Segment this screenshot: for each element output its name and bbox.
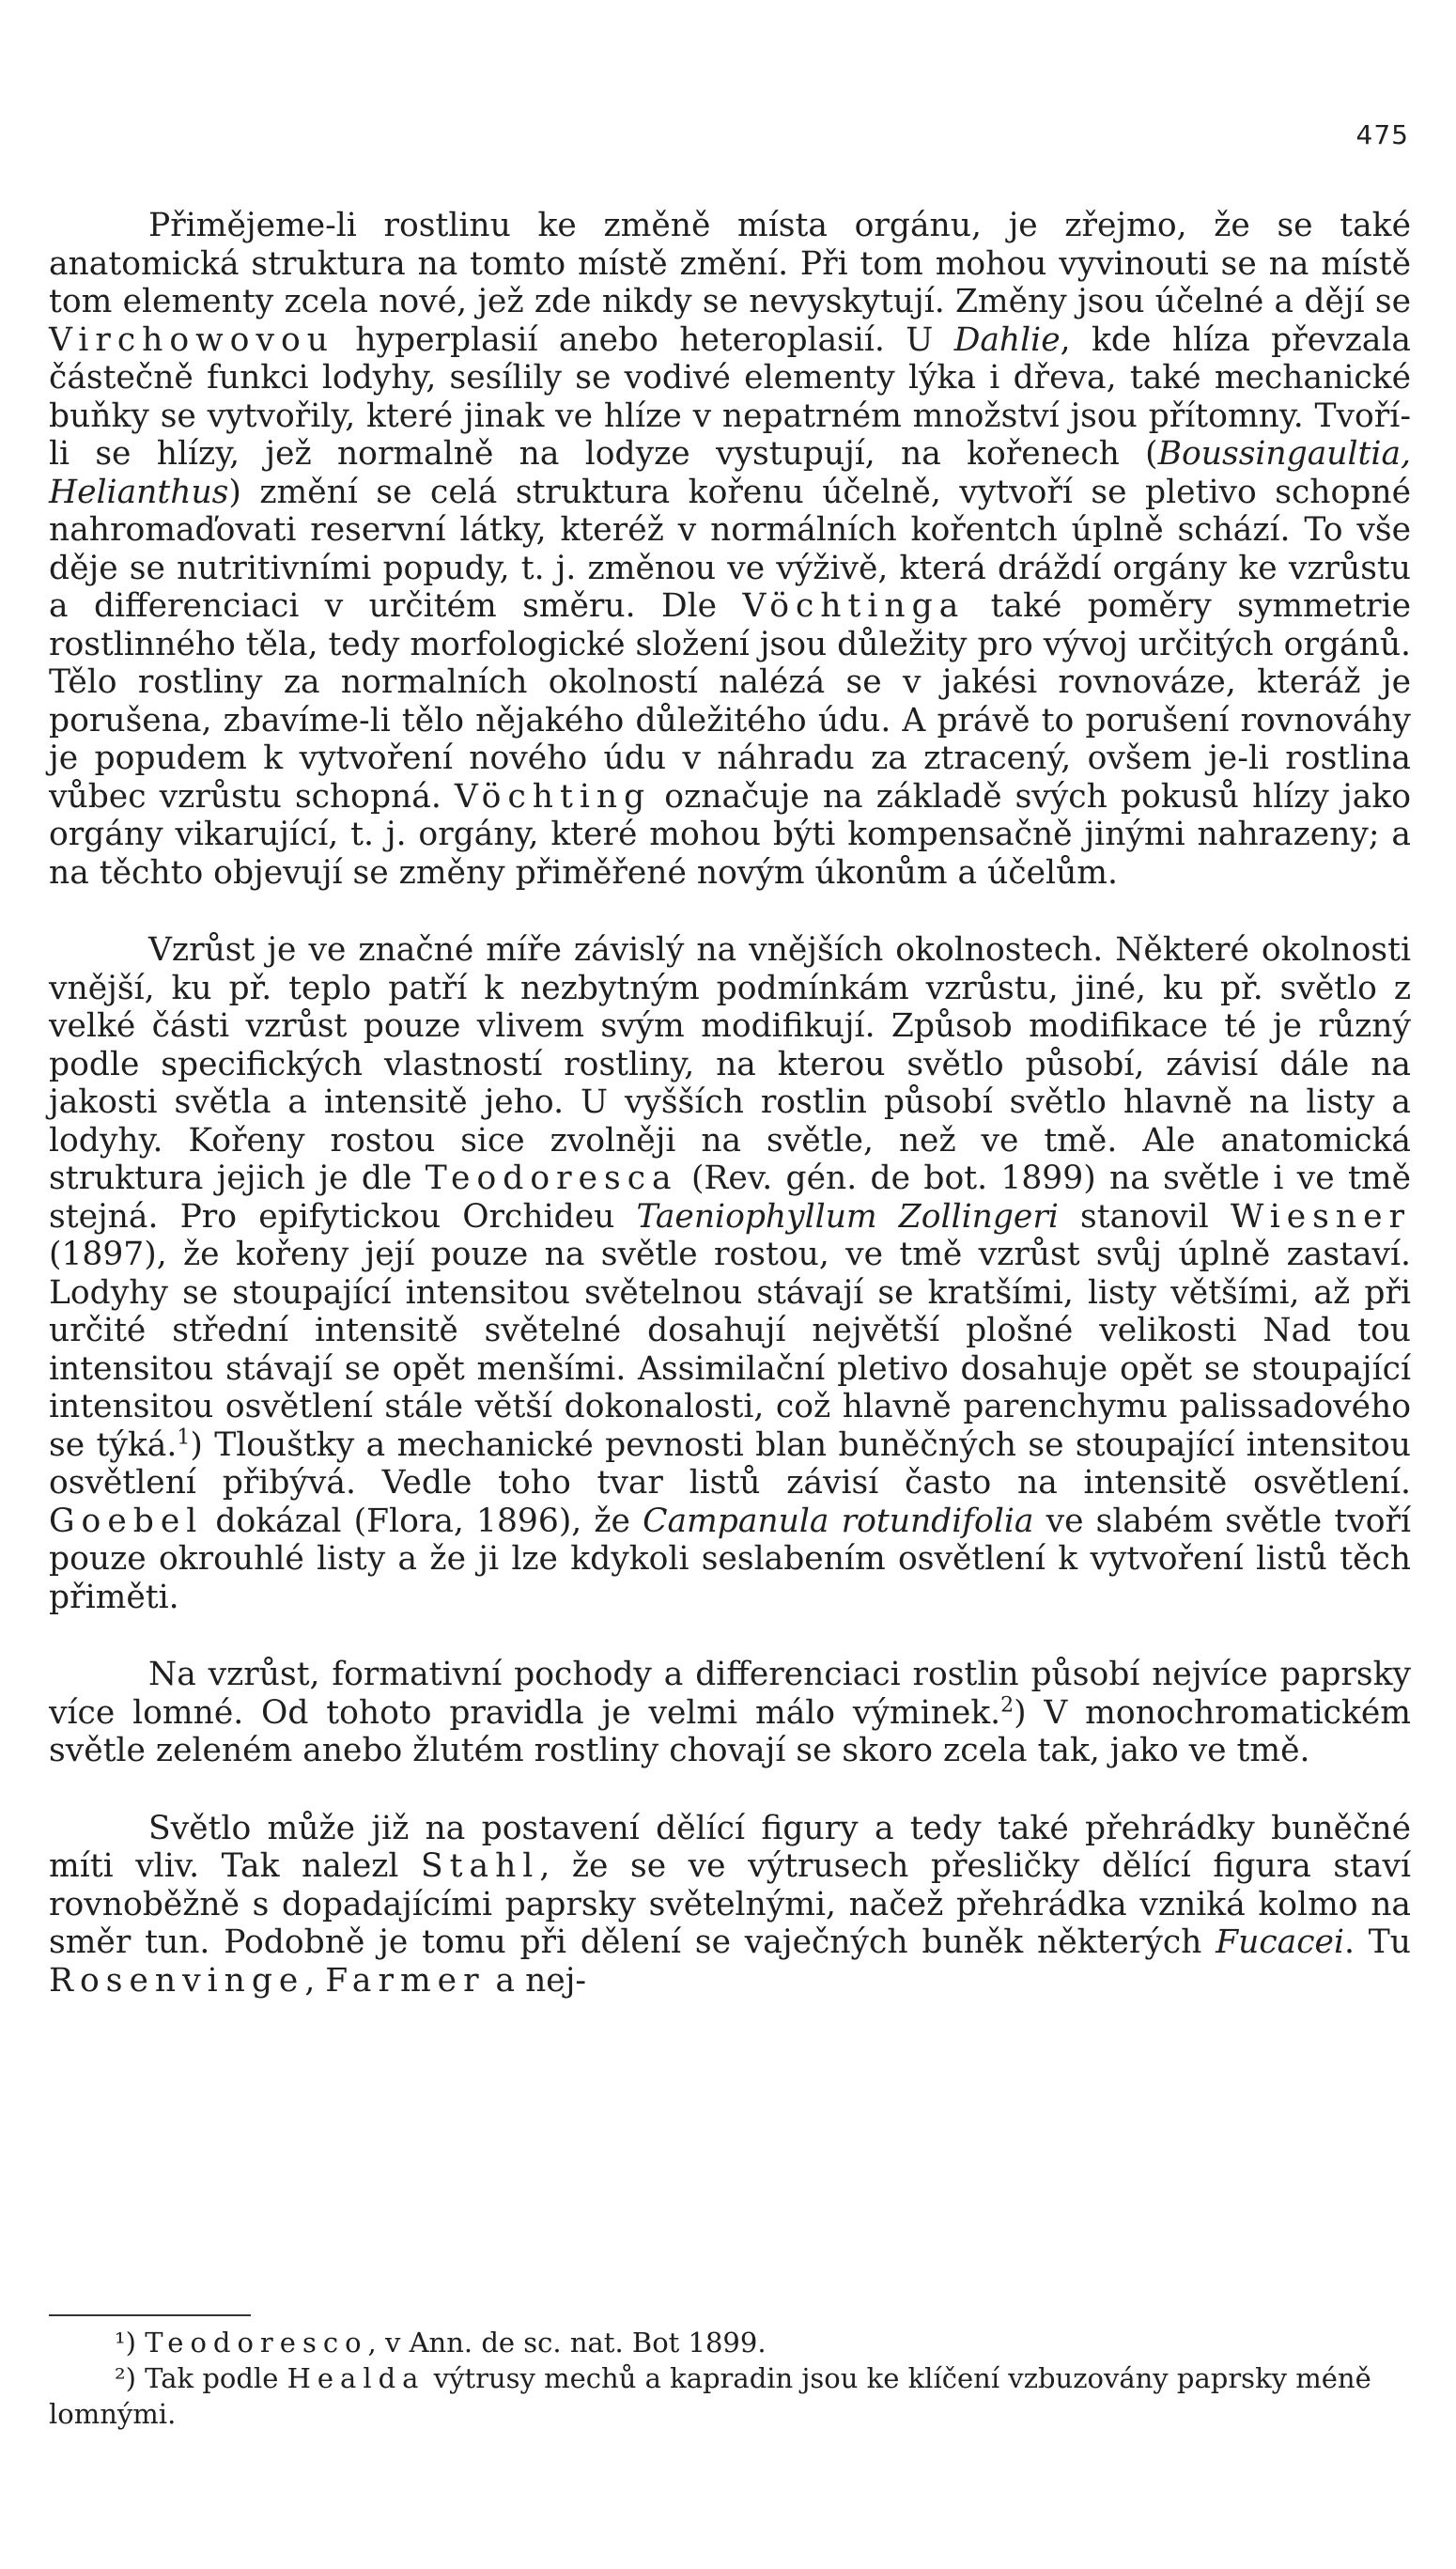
author-name: Rosenvinge [49,1961,305,2000]
footnote-2 [49,2360,1411,2432]
author-name: Goebel [49,1502,204,1540]
text-run: Vzrůst je ve značné míře závislý na vnějších okolnostech. Některé okolnosti vnější, ku př. teplo patří k nezbytným podmínkám vzrůstu, jiné, ku př. světlo z velké části vzrůst pouze vlivem svým modifikují. Způsob modifikace té je různý podle specifických vlastností rostliny, na kterou světlo působí, závisí dále na jakosti světla a intensitě jeho. U vyšších rostlin působí světlo hlavně na listy a lodyhy. Kořeny rostou sice zvolněji na světle, než ve tmě. Ale anatomická struktura jejich je dle [49,931,1411,1197]
author-name: Wiesner [1230,1197,1412,1236]
paragraph-1 [49,207,1411,892]
text-run: . Tu [1344,1923,1412,1961]
text-run: dokázal (Flora, 1896), že [203,1502,643,1540]
author-name: Vöchtinga [742,587,966,625]
taxon-name: Campanula rotundifolia [643,1502,1034,1540]
text-run: a nej- [485,1961,587,2000]
paragraph-4 [49,1810,1411,2001]
text-run: ) V monochromatickém světle zeleném anebo žlutém rostliny chovají se skoro zcela tak, jako ve tmě. [49,1693,1411,1769]
footnote-ref: 2 [1000,1693,1015,1717]
author-name: Healda [287,2362,426,2394]
footnote-mark: ¹ [115,2327,126,2359]
taxon-name: Boussingaultia, Helianthus [49,435,1411,511]
paragraph-3 [49,1656,1411,1770]
text-run: hyperplasií anebo heteroplasií. U [333,320,954,359]
text-run: , že se ve výtrusech přesličky dělící figura staví rovnoběžně s dopadajícími paprsky světelnými, načež přehrádka vzniká kolmo na směr tun. Podobně je tomu při dělení se vaječných buněk některých [49,1847,1411,1961]
text-run: (1897), že kořeny její pouze na světle rostou, ve tmě vzrůst svůj úplně zastaví. Lodyhy se stoupající intensitou světelnou stávají se kratšími, listy většími, až při určité střední intensitě světelné dosahují největší plošné velikosti Nad tou intensitou stávají se opět menšími. Assimilační pletivo dosahuje opět se stoupající intensitou osvětlení stále větší dokonalosti, což hlavně parenchymu palissadového se týká. [49,1236,1411,1464]
author-name: Farmer [325,1961,486,2000]
text-run: Na vzrůst, formativní pochody a differenciaci rostlin působí nejvíce paprsky více lomné. Od tohoto pravidla je velmi málo výminek. [49,1656,1411,1732]
footnote-ref: 1 [177,1425,191,1449]
footnote-text: výtrusy mechů a kapradin jsou ke klíčení vzbuzovány paprsky méně lomnými. [49,2362,1371,2430]
text-run: označuje na základě svých pokusů hlízy jako orgány vikarující, t. j. orgány, které mohou býti kompensačně jinými nahrazeny; a na těchto objevují se změny přiměřené novým úkonům a účelům. [49,777,1411,892]
author-name: Stahl [421,1847,540,1885]
text-run: ve slabém světle tvoří pouze okrouhlé listy a že ji lze kdykoli seslabením osvětlení k vytvoření listů těch přiměti. [49,1502,1411,1616]
body-text [49,207,1411,2039]
text-run: stanovil [1058,1197,1231,1236]
footnote-mark: ² [115,2362,126,2394]
footnotes [49,2325,1411,2432]
footnote-1: ¹) Teodoresco, v Ann. de sc. nat. Bot 1899. [115,2327,767,2359]
page-number: 475 [1355,119,1409,150]
footnote-text: ) Tak podle [125,2362,287,2394]
taxon-name: Taeniophyllum Zollingeri [636,1197,1059,1236]
text-run: ) změní se celá struktura kořenu účelně, vytvoří se pletivo schopné nahromaďovati reservní látky, kteréž v normálních kořentch úplně schází. To vše děje se nutritivními popudy, t. j. změnou ve výživě, která dráždí orgány ke vzrůstu a differenciaci v určitém směru. Dle [49,473,1411,625]
footnote-text: , v Ann. de sc. nat. Bot 1899. [367,2327,767,2359]
text-run: (Rev. gén. de bot. 1899) na světle i ve tmě stejná. Pro epifytickou Orchideu [49,1160,1411,1236]
text-run: Světlo může již na postavení dělící figury a tedy také přehrádky buněčné míti vliv. Tak nalezl [49,1809,1411,1885]
author-name: Teodoresco [145,2327,368,2359]
text-run: , kde hlíza převzala částečně funkci lodyhy, sesílily se vodivé elementy lýka i dřeva, také mechanické buňky se vytvořily, které jinak ve hlíze v nepatrném množství jsou přítomny. Tvoří-li se hlízy, jež normalně na lodyze vystupují, na kořenech ( [49,320,1411,473]
text-run: také poměry symmetrie rostlinného těla, tedy morfologické složení jsou důležity pro vývoj určitých orgánů. Tělo rostliny za normalních okolností nalézá se v jakési rovnováze, kteráž je porušena, zbavíme-li tělo nějakého důležitého údu. A právě to porušení rovnováhy je popudem k vytvoření nového údu v náhradu za ztracený, ovšem je-li rostlina vůbec vzrůstu schopná. [49,587,1411,816]
author-name: Vöchting [454,777,652,816]
text-run: ) Tlouštky a mechanické pevnosti blan buněčných se stoupající intensitou osvětlení přibývá. Vedle toho tvar listů závisí často na intensitě osvětlení. [49,1425,1411,1502]
footnote-divider [49,2314,251,2316]
text-run: , [304,1961,326,2000]
taxon-name: Dahlie [953,320,1061,359]
paragraph-2 [49,931,1411,1616]
author-name: Virchowovou [49,320,334,359]
taxon-name: Fucacei [1216,1923,1344,1961]
author-name: Teodoresca [425,1160,678,1197]
text-run: Přimějeme-li rostlinu ke změně místa orgánu, je zřejmo, že se také anatomická struktura na tomto místě změní. Při tom mohou vyvinouti se na místě tom elementy zcela nové, jež zde nikdy se nevyskytují. Změny jsou účelné a dějí se [49,207,1411,320]
